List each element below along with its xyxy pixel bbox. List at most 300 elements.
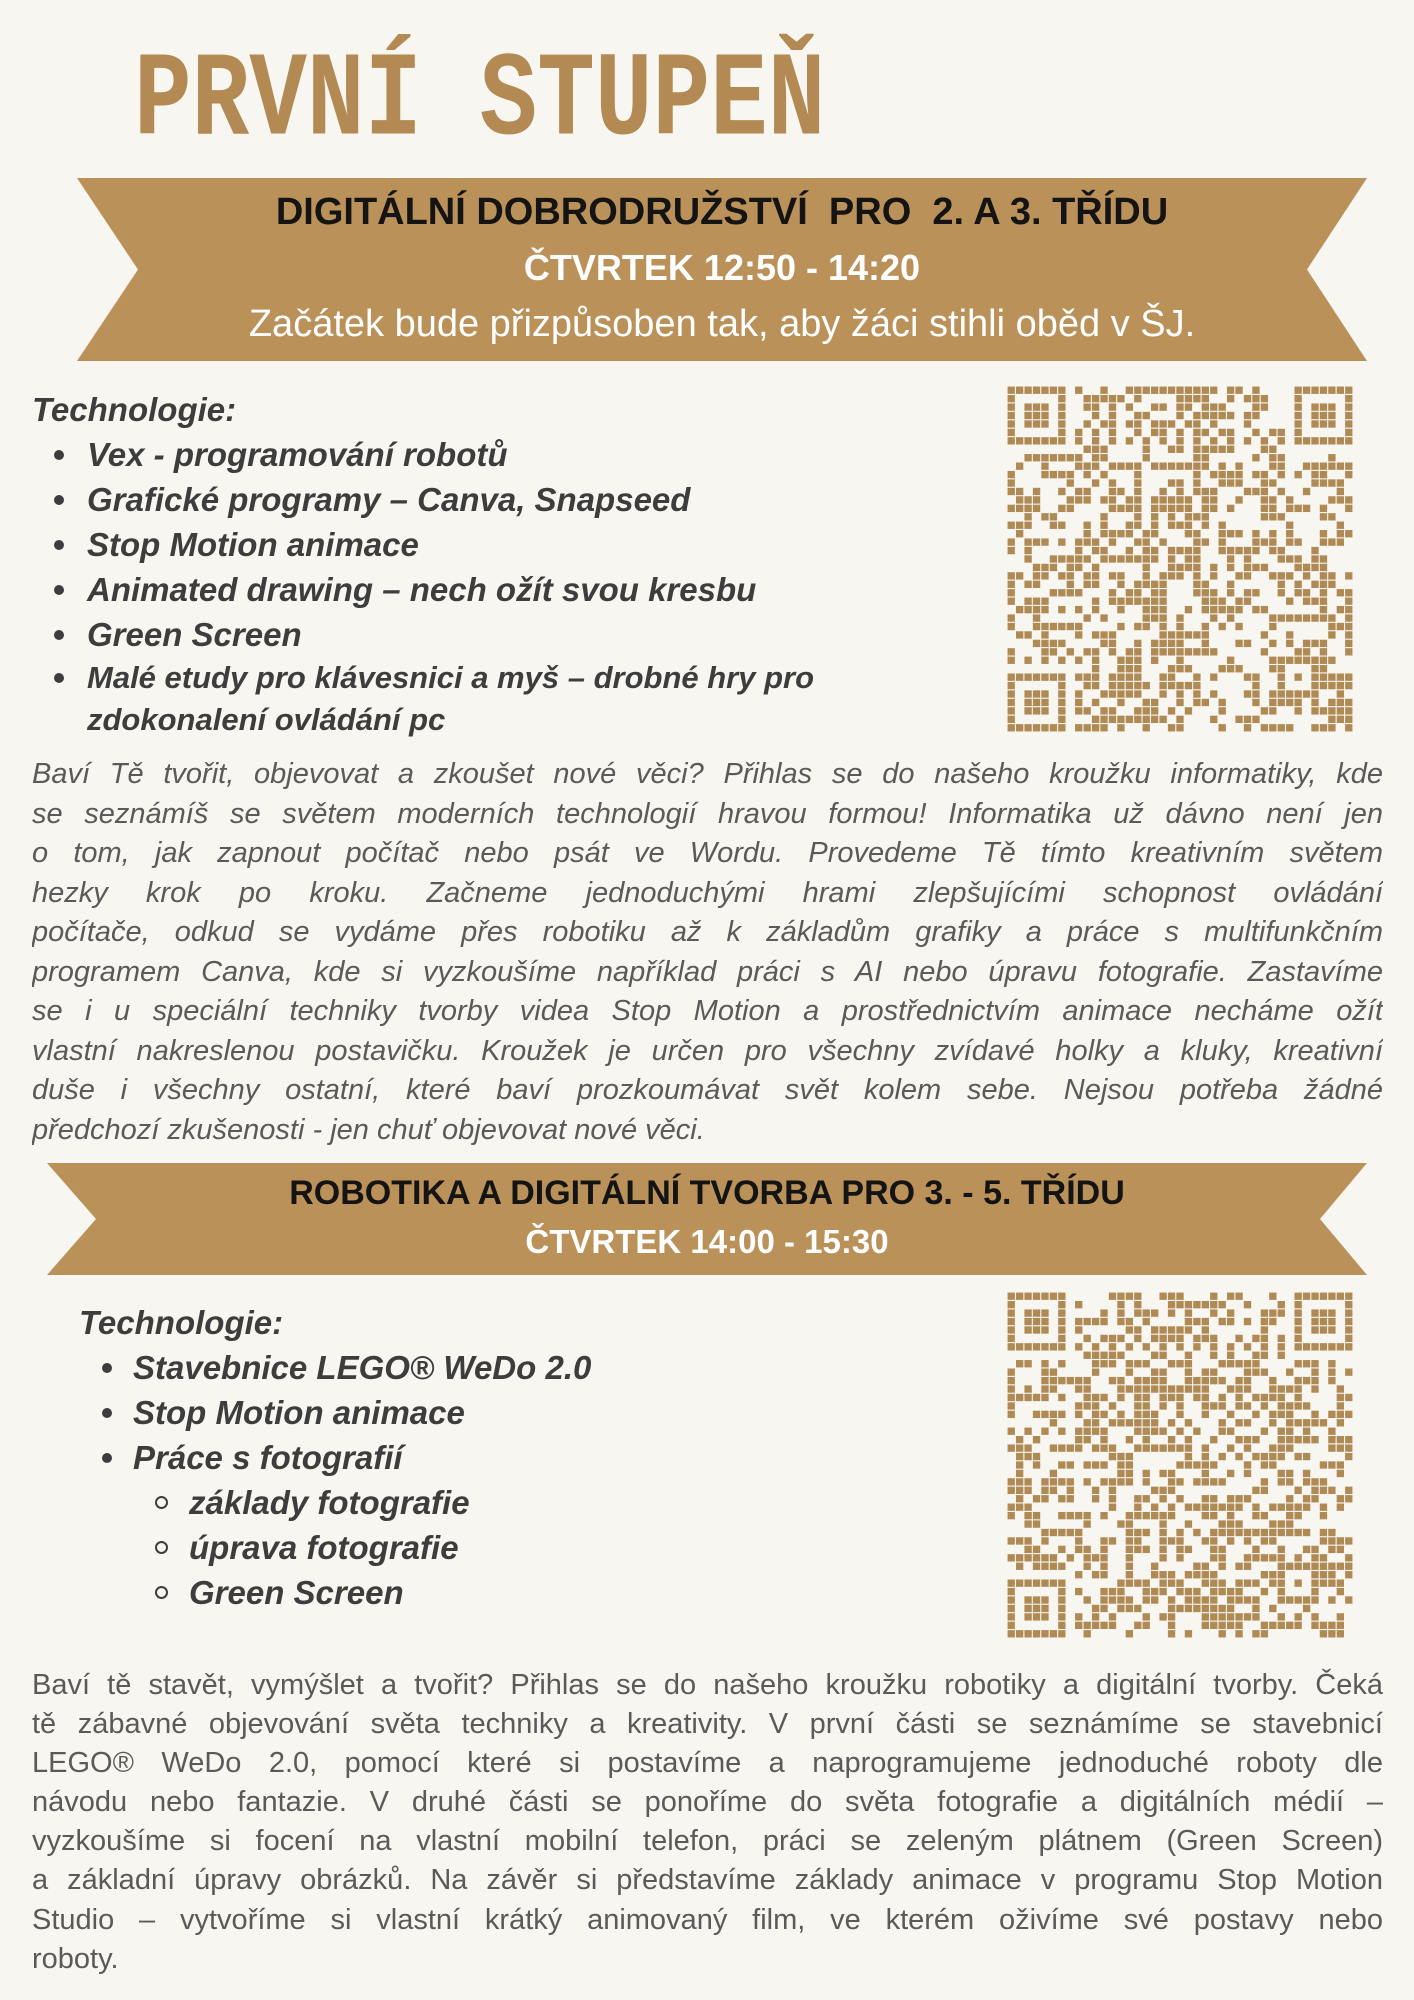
qr-module	[1261, 1537, 1268, 1544]
qr-module	[1219, 1613, 1226, 1620]
qr-module	[1058, 538, 1065, 545]
qr-module	[1024, 1630, 1031, 1637]
qr-module	[1134, 522, 1141, 529]
qr-module	[1303, 1563, 1310, 1570]
qr-module	[1117, 682, 1124, 689]
qr-module	[1337, 496, 1344, 503]
qr-module	[1345, 673, 1352, 680]
qr-module	[1117, 555, 1124, 562]
qr-module	[1328, 1436, 1335, 1443]
qr-module	[1100, 1444, 1107, 1451]
qr-module	[1337, 673, 1344, 680]
qr-module	[1100, 522, 1107, 529]
qr-module	[1109, 463, 1116, 470]
qr-module	[1176, 665, 1183, 672]
qr-module	[1067, 1377, 1074, 1384]
qr-module	[1109, 1487, 1116, 1494]
qr-module	[1244, 1385, 1251, 1392]
qr-module	[1278, 1579, 1285, 1586]
qr-module	[1092, 665, 1099, 672]
qr-module	[1134, 1326, 1141, 1333]
qr-module	[1252, 395, 1259, 402]
qr-module	[1286, 699, 1293, 706]
qr-module	[1345, 606, 1352, 613]
qr-module	[1235, 1529, 1242, 1536]
qr-module	[1176, 387, 1183, 394]
qr-module	[1143, 623, 1150, 630]
qr-module	[1303, 1453, 1310, 1460]
qr-module	[1143, 1512, 1150, 1519]
qr-module	[1126, 1318, 1133, 1325]
qr-module	[1286, 1385, 1293, 1392]
qr-module	[1151, 1588, 1158, 1595]
qr-module	[1050, 640, 1057, 647]
qr-module	[1176, 724, 1183, 731]
qr-module	[1126, 665, 1133, 672]
qr-module	[1311, 1554, 1318, 1561]
qr-module	[1143, 1588, 1150, 1595]
qr-module	[1311, 412, 1318, 419]
qr-module	[1328, 1487, 1335, 1494]
qr-module	[1261, 1394, 1268, 1401]
qr-module	[1193, 437, 1200, 444]
qr-module	[1337, 1563, 1344, 1570]
qr-module	[1067, 555, 1074, 562]
qr-module	[1109, 488, 1116, 495]
qr-module	[1117, 1453, 1124, 1460]
qr-module	[1311, 1579, 1318, 1586]
qr-module	[1143, 530, 1150, 537]
qr-module	[1109, 420, 1116, 427]
qr-module	[1092, 446, 1099, 453]
qr-module	[1219, 1630, 1226, 1637]
qr-module	[1041, 648, 1048, 655]
qr-module	[1058, 724, 1065, 731]
qr-module	[1041, 1563, 1048, 1570]
qr-module	[1092, 1428, 1099, 1435]
qr-module	[1219, 1318, 1226, 1325]
qr-module	[1159, 496, 1166, 503]
qr-module	[1235, 1394, 1242, 1401]
qr-module	[1294, 1504, 1301, 1511]
qr-module	[1143, 454, 1150, 461]
qr-module	[1210, 1436, 1217, 1443]
qr-module	[1202, 1385, 1209, 1392]
qr-module	[1193, 1461, 1200, 1468]
qr-module	[1176, 1394, 1183, 1401]
qr-module	[1100, 707, 1107, 714]
qr-module	[1337, 1343, 1344, 1350]
qr-module	[1024, 454, 1031, 461]
qr-module	[1151, 581, 1158, 588]
qr-module	[1320, 1419, 1327, 1426]
qr-module	[1159, 1588, 1166, 1595]
qr-module	[1075, 454, 1082, 461]
qr-module	[1008, 623, 1015, 630]
qr-module	[1345, 1411, 1352, 1418]
qr-module	[1261, 437, 1268, 444]
qr-module	[1337, 589, 1344, 596]
qr-module	[1134, 412, 1141, 419]
qr-module	[1219, 429, 1226, 436]
qr-module	[1337, 1622, 1344, 1629]
qr-module	[1075, 724, 1082, 731]
qr-module	[1109, 1613, 1116, 1620]
qr-module	[1328, 496, 1335, 503]
qr-module	[1126, 555, 1133, 562]
course-heading: ROBOTIKA A DIGITÁLNÍ TVORBA PRO 3. - 5. TŘÍDU	[289, 1174, 1125, 1212]
qr-module	[1185, 403, 1192, 410]
qr-module	[1210, 403, 1217, 410]
qr-module	[1024, 1554, 1031, 1561]
qr-module	[1109, 1622, 1116, 1629]
qr-module	[1303, 1428, 1310, 1435]
qr-module	[1159, 598, 1166, 605]
qr-module	[1252, 1630, 1259, 1637]
qr-module	[1058, 1301, 1065, 1308]
qr-module	[1092, 1343, 1099, 1350]
qr-module	[1126, 387, 1133, 394]
qr-module	[1041, 403, 1048, 410]
qr-module	[1109, 395, 1116, 402]
qr-module	[1117, 665, 1124, 672]
qr-module	[1024, 707, 1031, 714]
qr-module	[1159, 623, 1166, 630]
qr-module	[1185, 665, 1192, 672]
qr-module	[1008, 1301, 1015, 1308]
qr-module	[1100, 1309, 1107, 1316]
qr-module	[1092, 437, 1099, 444]
qr-module	[1202, 1377, 1209, 1384]
qr-module	[1100, 446, 1107, 453]
qr-module	[1168, 1385, 1175, 1392]
qr-module	[1024, 412, 1031, 419]
qr-module	[1244, 1318, 1251, 1325]
qr-module	[1227, 581, 1234, 588]
qr-module	[1117, 724, 1124, 731]
qr-module	[1176, 1411, 1183, 1418]
qr-module	[1286, 496, 1293, 503]
qr-module	[1092, 1411, 1099, 1418]
qr-module	[1210, 1402, 1217, 1409]
qr-module	[1033, 598, 1040, 605]
qr-module	[1261, 606, 1268, 613]
qr-module	[1109, 496, 1116, 503]
qr-module	[1294, 673, 1301, 680]
qr-module	[1185, 1504, 1192, 1511]
qr-module	[1176, 496, 1183, 503]
qr-module	[1008, 1630, 1015, 1637]
qr-module	[1084, 1563, 1091, 1570]
qr-module	[1193, 1529, 1200, 1536]
qr-module	[1303, 437, 1310, 444]
qr-module	[1235, 1402, 1242, 1409]
qr-module	[1261, 1343, 1268, 1350]
qr-module	[1016, 1436, 1023, 1443]
qr-module	[1328, 1428, 1335, 1435]
qr-module	[1345, 530, 1352, 537]
qr-module	[1193, 446, 1200, 453]
qr-module	[1210, 1596, 1217, 1603]
qr-module	[1278, 463, 1285, 470]
qr-module	[1159, 420, 1166, 427]
qr-module	[1008, 420, 1015, 427]
qr-module	[1337, 1504, 1344, 1511]
qr-module	[1311, 690, 1318, 697]
qr-module	[1134, 716, 1141, 723]
qr-module	[1345, 1444, 1352, 1451]
qr-module	[1303, 657, 1310, 664]
qr-module	[1100, 1436, 1107, 1443]
qr-module	[1041, 1293, 1048, 1300]
qr-module	[1278, 614, 1285, 621]
qr-module	[1311, 1571, 1318, 1578]
qr-module	[1202, 1495, 1209, 1502]
qr-module	[1117, 1579, 1124, 1586]
technologies-label: Technologie:	[79, 1304, 284, 1341]
qr-module	[1134, 1529, 1141, 1536]
qr-module	[1159, 1470, 1166, 1477]
qr-module	[1345, 707, 1352, 714]
qr-module	[1176, 1554, 1183, 1561]
qr-module	[1126, 598, 1133, 605]
qr-module	[1058, 420, 1065, 427]
qr-module	[1320, 589, 1327, 596]
sub-list-item: úprava fotografie	[133, 1525, 591, 1570]
qr-module	[1134, 1504, 1141, 1511]
qr-module	[1244, 1343, 1251, 1350]
qr-module	[1024, 1596, 1031, 1603]
qr-module	[1033, 640, 1040, 647]
qr-module	[1024, 420, 1031, 427]
qr-module	[1143, 1343, 1150, 1350]
qr-module	[1235, 530, 1242, 537]
qr-module	[1075, 538, 1082, 545]
qr-module	[1126, 1293, 1133, 1300]
qr-module	[1024, 1293, 1031, 1300]
qr-module	[1134, 1622, 1141, 1629]
description-line: se seznámíš se světem moderních technologií hravou formou! Informatika už dávno není jen	[32, 797, 1383, 830]
qr-module	[1345, 1318, 1352, 1325]
qr-module	[1016, 1293, 1023, 1300]
qr-module	[1294, 699, 1301, 706]
qr-module	[1227, 1444, 1234, 1451]
qr-module	[1328, 1444, 1335, 1451]
qr-module	[1041, 1343, 1048, 1350]
qr-module	[1126, 463, 1133, 470]
qr-module	[1050, 1369, 1057, 1376]
qr-module	[1278, 471, 1285, 478]
qr-module	[1159, 1352, 1166, 1359]
qr-module	[1261, 403, 1268, 410]
qr-module	[1176, 1326, 1183, 1333]
qr-module	[1143, 1385, 1150, 1392]
qr-module	[1159, 589, 1166, 596]
qr-module	[1278, 657, 1285, 664]
qr-module	[1084, 1335, 1091, 1342]
qr-module	[1244, 572, 1251, 579]
qr-module	[1320, 1478, 1327, 1485]
qr-module	[1278, 1309, 1285, 1316]
qr-module	[1024, 522, 1031, 529]
qr-module	[1109, 1352, 1116, 1359]
qr-module	[1210, 1588, 1217, 1595]
qr-module	[1168, 1360, 1175, 1367]
qr-module	[1159, 1402, 1166, 1409]
qr-module	[1100, 1360, 1107, 1367]
qr-module	[1278, 1520, 1285, 1527]
qr-module	[1244, 640, 1251, 647]
qr-module	[1337, 1470, 1344, 1477]
qr-module	[1109, 673, 1116, 680]
qr-module	[1311, 1588, 1318, 1595]
qr-module	[1320, 1318, 1327, 1325]
sub-list-item: Green Screen	[133, 1570, 591, 1615]
qr-module	[1210, 1478, 1217, 1485]
qr-module	[1227, 1495, 1234, 1502]
qr-module	[1126, 437, 1133, 444]
qr-module	[1084, 1419, 1091, 1426]
qr-module	[1008, 1478, 1015, 1485]
qr-module	[1075, 1537, 1082, 1544]
qr-module	[1286, 657, 1293, 664]
qr-module	[1193, 1301, 1200, 1308]
qr-module	[1041, 1495, 1048, 1502]
qr-module	[1311, 614, 1318, 621]
qr-module	[1193, 1318, 1200, 1325]
qr-module	[1244, 1563, 1251, 1570]
qr-module	[1033, 437, 1040, 444]
qr-module	[1075, 1546, 1082, 1553]
qr-module	[1244, 555, 1251, 562]
qr-module	[1345, 1571, 1352, 1578]
qr-module	[1261, 1478, 1268, 1485]
qr-module	[1261, 1402, 1268, 1409]
qr-module	[1286, 538, 1293, 545]
qr-module	[1151, 606, 1158, 613]
qr-module	[1100, 1394, 1107, 1401]
qr-module	[1185, 1596, 1192, 1603]
qr-module	[1345, 1554, 1352, 1561]
qr-module	[1016, 1537, 1023, 1544]
qr-module	[1159, 572, 1166, 579]
qr-module	[1024, 1309, 1031, 1316]
qr-module	[1337, 1537, 1344, 1544]
qr-module	[1151, 1512, 1158, 1519]
list-item: Animated drawing – nech ožít svou kresbu	[32, 567, 907, 612]
qr-module	[1320, 673, 1327, 680]
qr-module	[1143, 387, 1150, 394]
qr-module	[1168, 513, 1175, 520]
qr-module	[1084, 581, 1091, 588]
qr-module	[1269, 1529, 1276, 1536]
qr-module	[1117, 1293, 1124, 1300]
qr-module	[1100, 1411, 1107, 1418]
qr-module	[1278, 724, 1285, 731]
qr-module	[1100, 1622, 1107, 1629]
qr-module	[1033, 387, 1040, 394]
qr-module	[1143, 1529, 1150, 1536]
qr-module	[1033, 614, 1040, 621]
qr-module	[1041, 631, 1048, 638]
description-line: duše i všechny ostatní, které baví prozkoumávat svět kolem sebe. Nejsou potřeba žádné	[32, 1074, 1383, 1106]
qr-module	[1176, 522, 1183, 529]
qr-module	[1151, 716, 1158, 723]
qr-module	[1008, 403, 1015, 410]
qr-module	[1303, 1343, 1310, 1350]
qr-module	[1117, 1411, 1124, 1418]
qr-module	[1311, 1318, 1318, 1325]
qr-module	[1269, 1377, 1276, 1384]
qr-module	[1202, 463, 1209, 470]
qr-module	[1345, 640, 1352, 647]
qr-module	[1100, 547, 1107, 554]
qr-module	[1033, 564, 1040, 571]
qr-module	[1235, 1495, 1242, 1502]
qr-module	[1100, 1318, 1107, 1325]
qr-module	[1219, 1579, 1226, 1586]
qr-module	[1100, 1461, 1107, 1468]
qr-module	[1168, 555, 1175, 562]
qr-module	[1286, 1504, 1293, 1511]
qr-module	[1294, 1402, 1301, 1409]
qr-module	[1109, 707, 1116, 714]
qr-module	[1176, 1537, 1183, 1544]
qr-module	[1328, 707, 1335, 714]
qr-module	[1159, 1579, 1166, 1586]
description-line: vlastní nakreslenou postavičku. Kroužek je určen pro všechny zvídavé holky a kluky, kreativní	[32, 1034, 1383, 1067]
qr-module	[1159, 488, 1166, 495]
qr-module	[1092, 1495, 1099, 1502]
qr-module	[1024, 724, 1031, 731]
qr-module	[1252, 699, 1259, 706]
qr-module	[1328, 454, 1335, 461]
description-line: LEGO® WeDo 2.0, pomocí které si postavíme a naprogramujeme jednoduché roboty dle	[32, 1747, 1383, 1780]
qr-module	[1058, 403, 1065, 410]
qr-module	[1084, 1596, 1091, 1603]
qr-module	[1227, 412, 1234, 419]
qr-module	[1337, 623, 1344, 630]
qr-module	[1320, 530, 1327, 537]
qr-module	[1159, 1385, 1166, 1392]
qr-module	[1033, 1630, 1040, 1637]
qr-module	[1159, 648, 1166, 655]
qr-module	[1202, 1461, 1209, 1468]
qr-module	[1151, 420, 1158, 427]
qr-module	[1294, 1360, 1301, 1367]
qr-module	[1311, 1436, 1318, 1443]
qr-module	[1202, 1504, 1209, 1511]
qr-module	[1024, 1478, 1031, 1485]
list-item: Stop Motion animace	[79, 1390, 591, 1435]
qr-module	[1278, 1546, 1285, 1553]
qr-module	[1041, 1487, 1048, 1494]
qr-module	[1185, 530, 1192, 537]
qr-module	[1050, 1411, 1057, 1418]
qr-module	[1143, 572, 1150, 579]
qr-module	[1294, 589, 1301, 596]
qr-module	[1126, 505, 1133, 512]
qr-module	[1008, 1487, 1015, 1494]
qr-module	[1041, 699, 1048, 706]
qr-module	[1244, 1596, 1251, 1603]
qr-module	[1134, 395, 1141, 402]
qr-module	[1235, 1520, 1242, 1527]
qr-module	[1337, 1546, 1344, 1553]
qr-module	[1235, 1436, 1242, 1443]
qr-module	[1176, 1360, 1183, 1367]
qr-module	[1024, 1504, 1031, 1511]
